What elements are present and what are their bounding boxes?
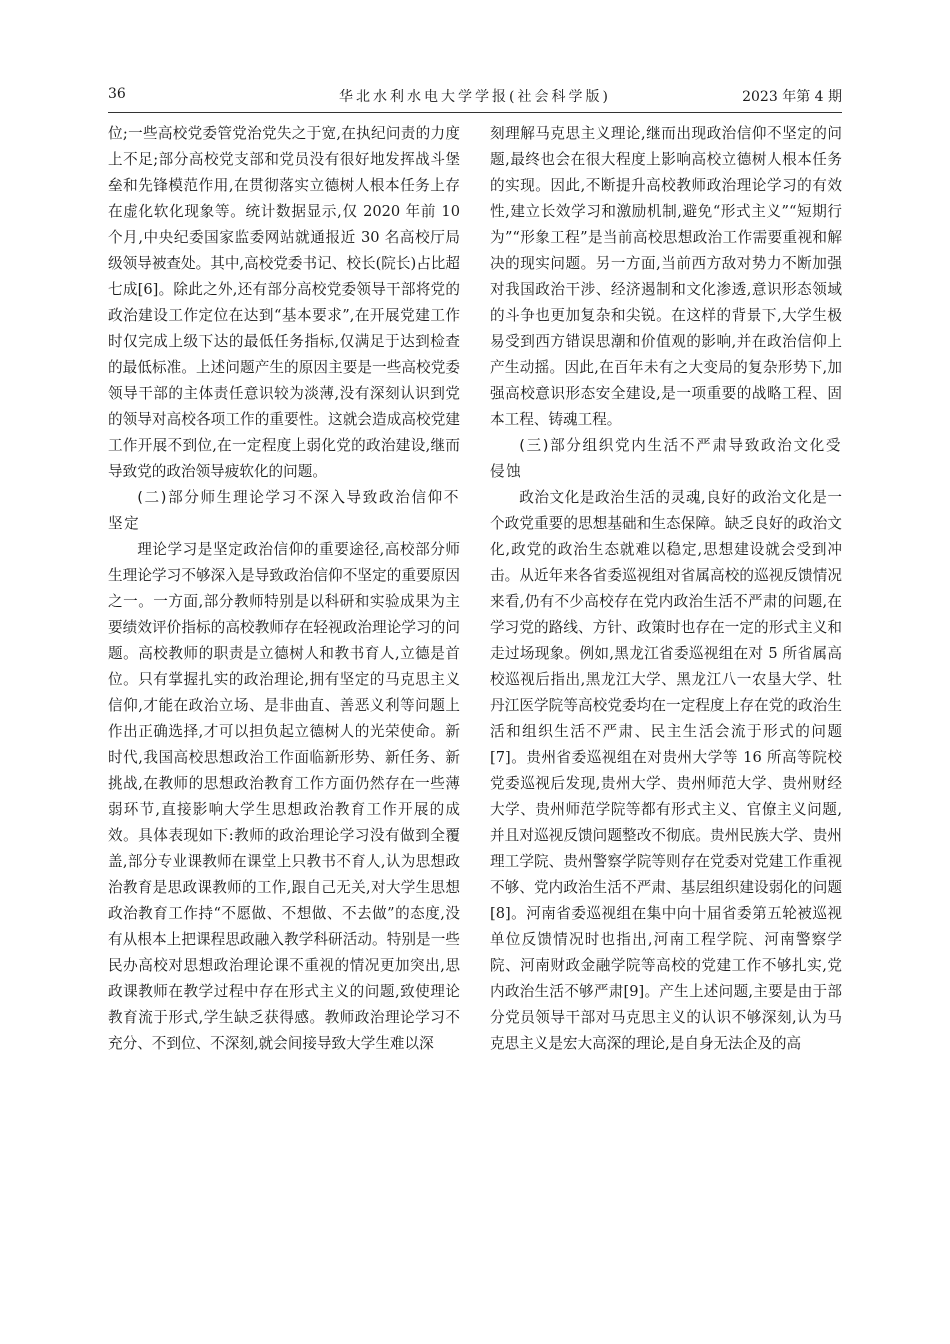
- journal-title: 华北水利水电大学学报(社会科学版): [339, 89, 611, 105]
- paragraph: 刻理解马克思主义理论,继而出现政治信仰不坚定的问题,最终也会在很大程度上影响高校立德树人根本任务的实现。因此,不断提升高校教师政治理论学习的有效性,建立长效学习和激励机制,避免“形式主义”“短期行为”“形象工程”是当前高校思想政治工作需要重视和解决的现实问题。另一方面,当前西方敌对势力不断加强对我国政治干涉、经济遏制和文化渗透,意识形态领域的斗争也更加复杂和尖锐。在这样的背景下,大学生极易受到西方错误思潮和价值观的影响,并在政治信仰上产生动摇。因此,在百年未有之大变局的复杂形势下,加强高校意识形态安全建设,是一项重要的战略工程、固本工程、铸魂工程。: [490, 125, 842, 428]
- page-header: [108, 86, 842, 108]
- issue-label: 2023 年第 4 期: [742, 89, 842, 105]
- paragraph: 政治文化是政治生活的灵魂,良好的政治文化是一个政党重要的思想基础和生态保障。缺乏良好的政治文化,政党的政治生态就难以稳定,思想建设就会受到冲击。从近年来各省委巡视组对省属高校的巡视反馈情况来看,仍有不少高校存在党内政治生活不严肃的问题,在学习党的路线、方针、政策时也存在一定的形式主义和走过场现象。例如,黑龙江省委巡视组在对 5 所省属高校巡视后指出,黑龙江大学、黑龙江八一农垦大学、牡丹江医学院等高校党委均在一定程度上存在党的政治生活和组织生活不严肃、民主生活会流于形式的问题[7]。贵州省委巡视组在对贵州大学等 16 所高等院校党委巡视后发现,贵州大学、贵州师范大学、贵州财经大学、贵州师范学院等都有形式主义、官僚主义问题,并且对巡视反馈问题整改不彻底。贵州民族大学、贵州理工学院、贵州警察学院等则存在党委对党建工作重视不够、党内政治生活不严肃、基层组织建设弱化的问题[8]。河南省委巡视组在集中向十届省委第五轮被巡视单位反馈情况时也指出,河南工程学院、河南警察学院、河南财政金融学院等高校的党建工作不够扎实,党内政治生活不够严肃[9]。产生上述问题,主要是由于部分党员领导干部对马克思主义的认识不够深刻,认为马克思主义是宏大高深的理论,是自身无法企及的高: [490, 489, 842, 1052]
- right-column: [490, 121, 842, 1057]
- paragraph: 理论学习是坚定政治信仰的重要途径,高校部分师生理论学习不够深入是导致政治信仰不坚定的重要原因之一。一方面,部分教师特别是以科研和实验成果为主要绩效评价指标的高校教师存在轻视政治理论学习的问题。高校教师的职责是立德树人和教书育人,立德是首位。只有掌握扎实的政治理论,拥有坚定的马克思主义信仰,才能在政治立场、是非曲直、善恶义利等问题上作出正确选择,才可以担负起立德树人的光荣使命。新时代,我国高校思想政治工作面临新形势、新任务、新挑战,在教师的思想政治教育工作方面仍然存在一些薄弱环节,直接影响大学生思想政治教育工作开展的成效。具体表现如下:教师的政治理论学习没有做到全覆盖,部分专业课教师在课堂上只教书不育人,认为思想政治教育是思政课教师的工作,跟自己无关,对大学生思想政治教育工作持“不愿做、不想做、不去做”的态度,没有从根本上把课程思政融入教学科研活动。特别是一些民办高校对思想政治理论课不重视的情况更加突出,思政课教师在教学过程中存在形式主义的问题,致使理论教育流于形式,学生缺乏获得感。教师政治理论学习不充分、不到位、不深刻,就会间接导致大学生难以深: [108, 541, 460, 1052]
- section-heading: (三)部分组织党内生活不严肃导致政治文化受侵蚀: [490, 437, 842, 480]
- left-column: [108, 121, 460, 1057]
- section-heading: (二)部分师生理论学习不深入导致政治信仰不坚定: [108, 489, 460, 532]
- page-number: 36: [108, 86, 126, 102]
- header-rule: [108, 112, 842, 113]
- paragraph: 位;一些高校党委管党治党失之于宽,在执纪问责的力度上不足;部分高校党支部和党员没有很好地发挥战斗堡垒和先锋模范作用,在贯彻落实立德树人根本任务上存在虚化软化现象等。统计数据显示,仅 2020 年前 10 个月,中央纪委国家监委网站就通报近 30 名高校厅局级领导被查处。其中,高校党委书记、校长(院长)占比超七成[6]。除此之外,还有部分高校党委领导干部将党的政治建设工作定位在达到“基本要求”,在开展党建工作时仅完成上级下达的最低任务指标,仅满足于达到检查的最低标准。上述问题产生的原因主要是一些高校党委领导干部的主体责任意识较为淡薄,没有深刻认识到党的领导对高校各项工作的重要性。这就会造成高校党建工作开展不到位,在一定程度上弱化党的政治建设,继而导致党的政治领导疲软化的问题。: [108, 125, 460, 480]
